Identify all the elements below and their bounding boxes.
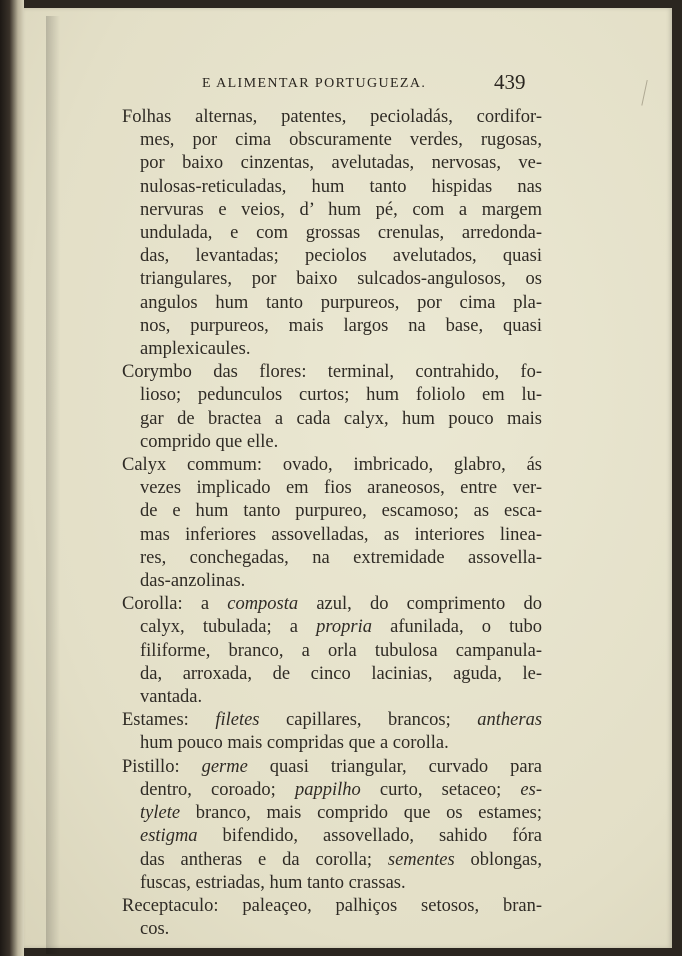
text-line: mes, por cima obscuramente verdes, rugosas, <box>140 130 542 151</box>
paragraph-folhas <box>122 106 542 361</box>
paragraph-estames <box>122 709 542 755</box>
text-line: mas inferiores assovelladas, as interiores linea- <box>140 524 542 545</box>
paragraph-pistillo <box>122 756 542 895</box>
text-line: das, levantadas; peciolos avelutados, quasi <box>140 246 542 267</box>
text-line: Estames: filetes capillares, brancos; antheras <box>122 710 543 731</box>
text-line: amplexicaules. <box>140 339 251 360</box>
text-line: de e hum tanto purpureo, escamoso; as esca- <box>140 501 542 522</box>
text-line: filiforme, branco, a orla tubulosa campanula- <box>140 640 542 661</box>
text-line: fuscas, estriadas, hum tanto crassas. <box>140 872 406 893</box>
text-line: da, arroxada, de cinco lacinias, aguda, le- <box>140 663 542 684</box>
text-line: comprido que elle. <box>140 431 279 452</box>
text-line: Pistillo: germe quasi triangular, curvado para <box>122 756 542 777</box>
text-line: hum pouco mais compridas que a corolla. <box>140 733 449 754</box>
text-line: por baixo cinzentas, avelutadas, nervosas, ve- <box>140 153 542 174</box>
text-line: Corolla: a composta azul, do comprimento do <box>122 594 542 615</box>
text-line: vezes implicado em fios araneosos, entre ver- <box>140 478 542 499</box>
book-spine-edge <box>0 0 24 956</box>
text-line: Corymbo das flores: terminal, contrahido, fo- <box>122 362 542 383</box>
paragraph-calyx <box>122 454 542 593</box>
text-line: calyx, tubulada; a propria afunilada, o tubo <box>140 617 542 638</box>
paragraph-corolla <box>122 593 542 709</box>
paragraph-receptaculo <box>122 895 542 941</box>
text-line: gar de bractea a cada calyx, hum pouco mais <box>140 408 542 429</box>
paragraph-corymbo <box>122 361 542 454</box>
text-line: Calyx commum: ovado, imbricado, glabro, ás <box>122 455 542 476</box>
text-line: nos, purpureos, mais largos na base, quasi <box>140 315 542 336</box>
text-line: res, conchegadas, na extremidade assovella- <box>140 547 542 568</box>
page-number: 439 <box>494 70 526 94</box>
text-line: Folhas alternas, patentes, pecioladás, cordifor- <box>122 107 542 127</box>
text-line: nervuras e veios, d’ hum pé, com a margem <box>140 199 542 220</box>
text-line: estigma bifendido, assovellado, sahido fóra <box>140 826 542 847</box>
text-line: tylete branco, mais comprido que os estames; <box>140 803 542 824</box>
text-line: lioso; pedunculos curtos; hum foliolo em lu- <box>140 385 542 406</box>
text-line: nulosas-reticuladas, hum tanto hispidas nas <box>140 176 542 197</box>
text-line: undulada, e com grossas crenulas, arredonda- <box>140 223 542 244</box>
text-line: das antheras e da corolla; sementes oblongas, <box>140 849 542 870</box>
body-text <box>122 106 542 941</box>
text-line: das-anzolinas. <box>140 571 246 592</box>
text-line: triangulares, por baixo sulcados-angulosos, os <box>140 269 542 290</box>
gutter-shadow <box>46 16 60 954</box>
running-head: E ALIMENTAR PORTUGUEZA. <box>202 76 427 91</box>
text-line: dentro, coroado; pappilho curto, setaceo; es- <box>140 779 542 800</box>
text-line: Receptaculo: paleaçeo, palhiços setosos, bran- <box>122 895 542 916</box>
text-line: vantada. <box>140 687 203 708</box>
book-page <box>24 8 672 948</box>
text-line: cos. <box>140 919 170 940</box>
text-line: angulos hum tanto purpureos, por cima pla- <box>140 292 542 313</box>
page-header <box>24 72 672 102</box>
